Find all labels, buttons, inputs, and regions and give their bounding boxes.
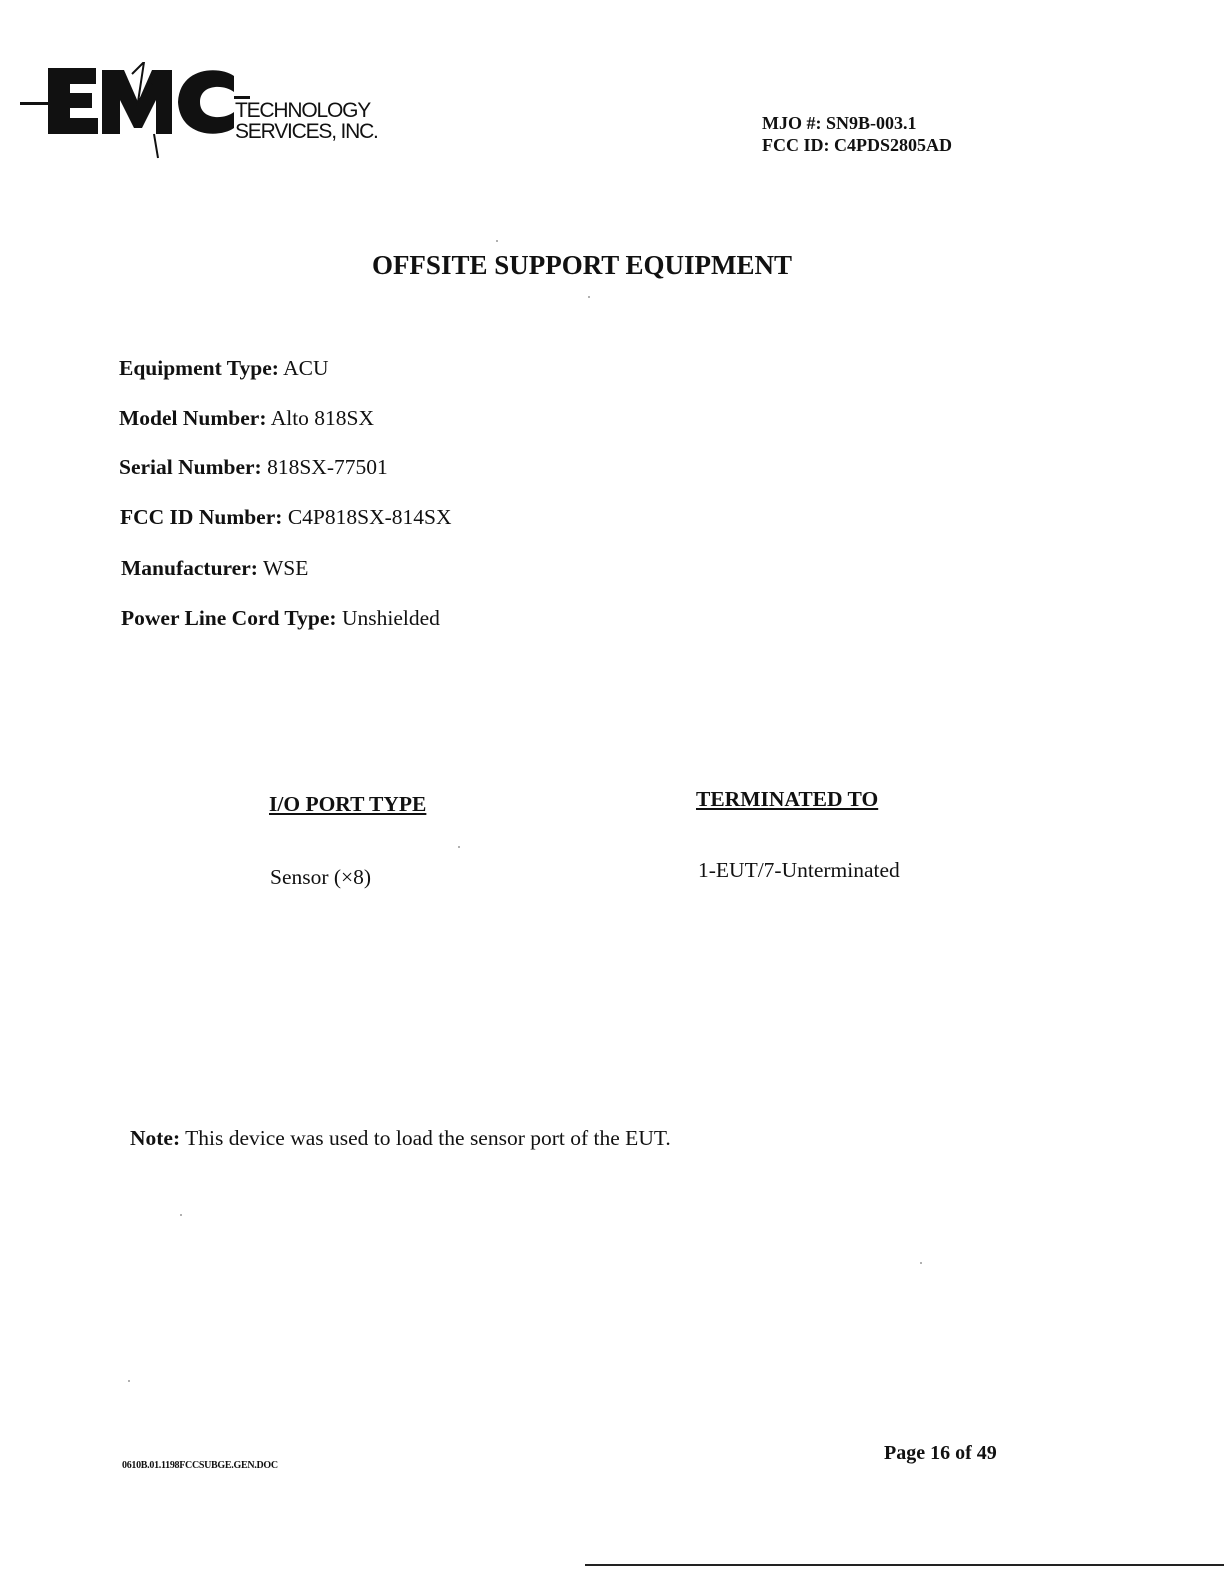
column-header-terminated-to: TERMINATED TO bbox=[696, 787, 879, 811]
footer-page-number: Page 16 of 49 bbox=[884, 1442, 997, 1464]
field-label: Manufacturer: bbox=[121, 556, 258, 580]
mjo-row bbox=[762, 112, 952, 134]
note bbox=[130, 1126, 671, 1151]
document-header-ids bbox=[762, 112, 952, 156]
field-label: Serial Number: bbox=[119, 455, 262, 479]
scan-speck bbox=[128, 1380, 130, 1382]
fcc-id-row bbox=[762, 134, 952, 156]
field-label: Model Number: bbox=[119, 406, 267, 430]
field-value: Alto 818SX bbox=[270, 406, 375, 430]
scan-speck bbox=[458, 846, 460, 848]
emc-logo-mark bbox=[20, 62, 250, 172]
logo-company-name bbox=[235, 100, 378, 142]
field-serial-number bbox=[119, 455, 388, 480]
field-label: Equipment Type: bbox=[119, 356, 279, 380]
logo-line-technology: TECHNOLOGY bbox=[235, 99, 371, 122]
note-label: Note: bbox=[130, 1126, 181, 1150]
table-cell-port-type: Sensor (×8) bbox=[270, 865, 372, 889]
table-cell-terminated-to: 1-EUT/7-Unterminated bbox=[698, 858, 900, 882]
field-model-number bbox=[119, 406, 374, 431]
field-equipment-type bbox=[119, 356, 329, 381]
field-label: FCC ID Number: bbox=[120, 505, 283, 529]
page-title: OFFSITE SUPPORT EQUIPMENT bbox=[371, 250, 793, 280]
fcc-id-label: FCC ID: bbox=[762, 135, 830, 155]
mjo-value: SN9B-003.1 bbox=[825, 113, 917, 133]
field-power-line-cord-type bbox=[121, 606, 440, 631]
field-fcc-id-number bbox=[120, 505, 452, 530]
column-header-io-port-type: I/O PORT TYPE bbox=[269, 792, 427, 816]
field-value: Unshielded bbox=[341, 606, 440, 630]
scan-speck bbox=[920, 1262, 922, 1264]
logo-line-services: SERVICES, INC. bbox=[235, 120, 378, 143]
field-value: C4P818SX-814SX bbox=[287, 505, 452, 529]
field-manufacturer bbox=[121, 556, 308, 581]
field-label: Power Line Cord Type: bbox=[121, 606, 337, 630]
fcc-id-value: C4PDS2805AD bbox=[834, 135, 953, 155]
field-value: ACU bbox=[283, 356, 329, 380]
scan-edge-line bbox=[585, 1564, 1224, 1566]
note-text: This device was used to load the sensor port of the EUT. bbox=[185, 1126, 671, 1150]
field-value: 818SX-77501 bbox=[267, 455, 388, 479]
scan-speck bbox=[496, 240, 498, 242]
scan-speck bbox=[180, 1214, 182, 1216]
scan-speck bbox=[588, 296, 590, 298]
footer-document-id: 0610B.01.1198FCCSUBGE.GEN.DOC bbox=[122, 1460, 278, 1471]
field-value: WSE bbox=[262, 556, 309, 580]
company-logo bbox=[20, 62, 390, 172]
mjo-label: MJO #: bbox=[762, 113, 822, 133]
